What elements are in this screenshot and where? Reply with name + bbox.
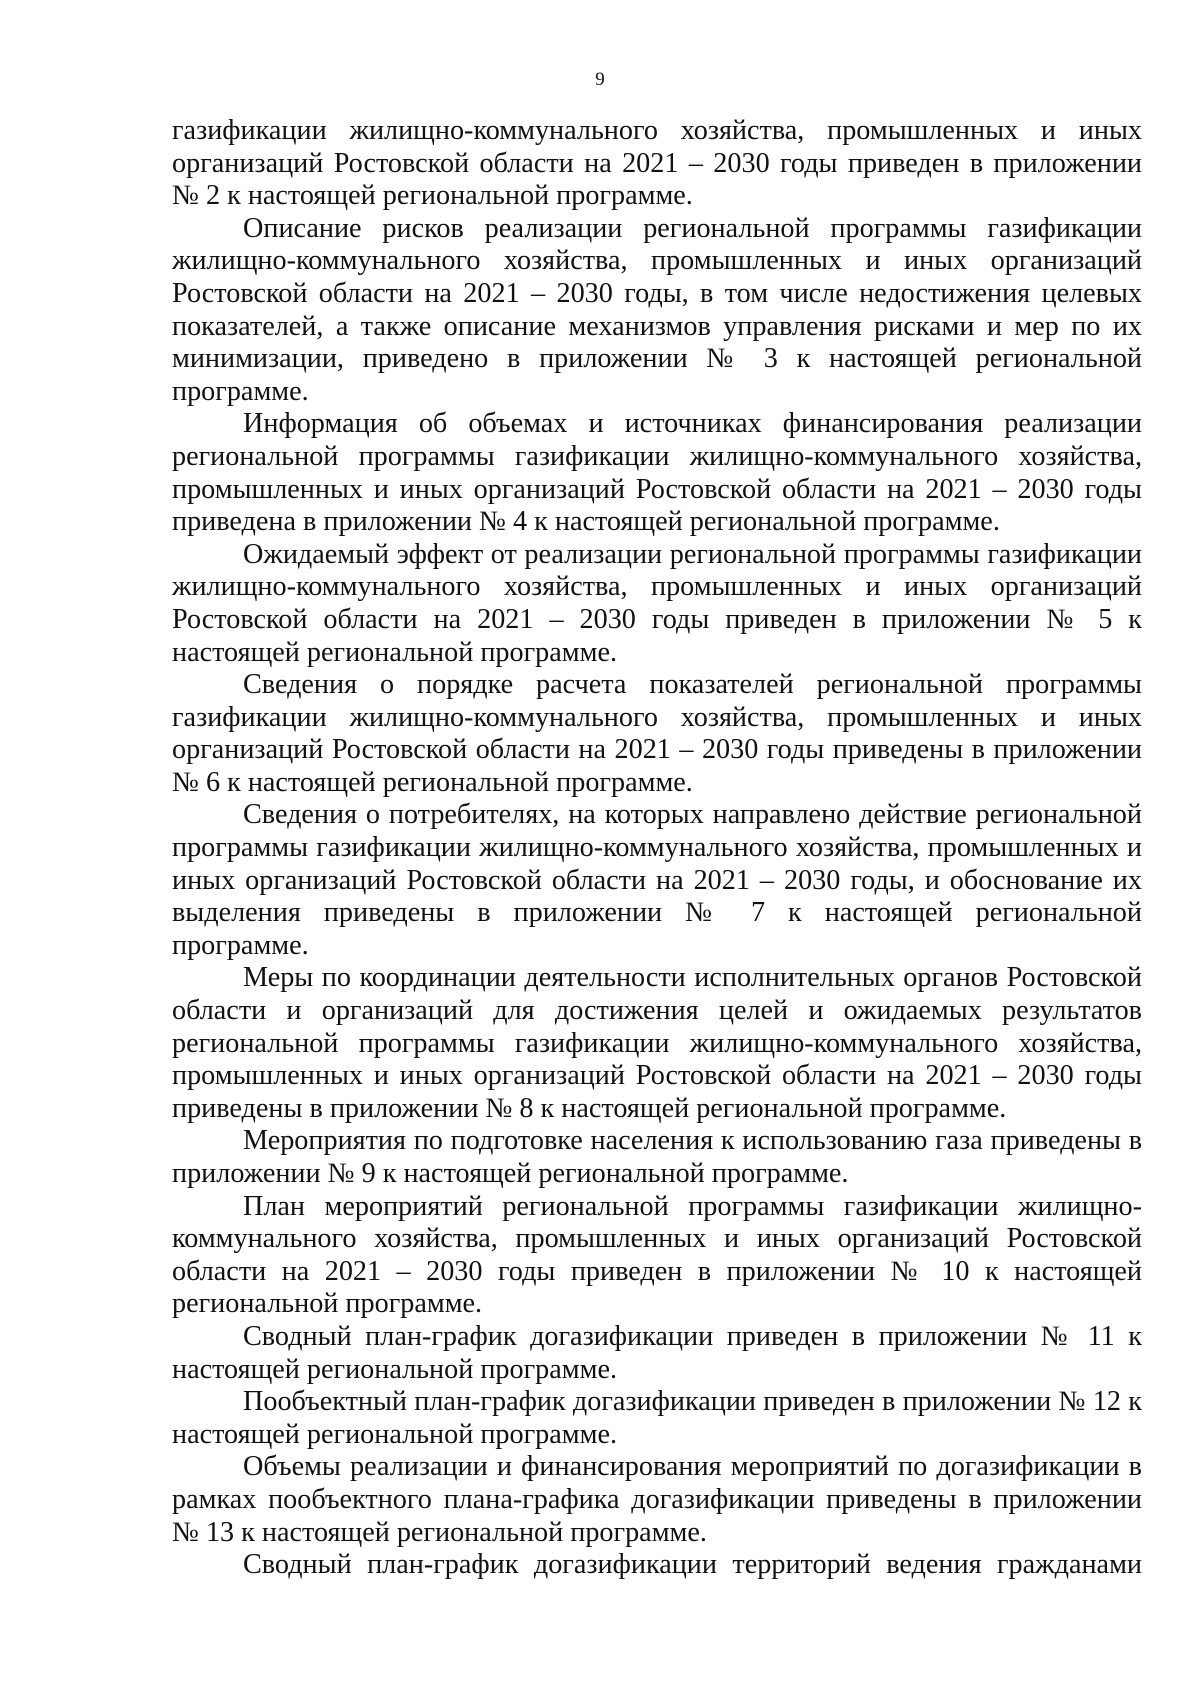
paragraph-financing: Информация об объемах и источниках финансирования реализации региональной программы газификации жилищно-коммунального хозяйства, промышленных и иных организаций Ростовской области на 2021 – 2030 годы приведена в приложении № 4 к настоящей региональной программе.: [172, 408, 1142, 538]
paragraph-indicator-calculation: Сведения о порядке расчета показателей региональной программы газификации жилищно-коммунального хозяйства, промышленных и иных организаций Ростовской области на 2021 – 2030 годы приведены в приложении № 6 к настоящей региональной программе.: [172, 669, 1142, 798]
paragraph-population-preparation: Мероприятия по подготовке населения к использованию газа приведены в приложении № 9 к настоящей региональной программе.: [172, 1125, 1142, 1189]
paragraph-expected-effect: Ожидаемый эффект от реализации региональной программы газификации жилищно-коммунального хозяйства, промышленных и иных организаций Ростовской области на 2021 – 2030 годы приведен в приложении № 5 к настоящей региональной программе.: [172, 538, 1142, 668]
paragraph-implementation-volumes: Объемы реализации и финансирования мероприятий по догазификации в рамках пообъектного плана-графика догазификации приведены в приложении № 13 к настоящей региональной программе.: [172, 1451, 1142, 1548]
paragraph-object-schedule: Пообъектный план-график догазификации приведен в приложении № 12 к настоящей региональной программе.: [172, 1386, 1142, 1450]
paragraph-action-plan: План мероприятий региональной программы газификации жилищно-коммунального хозяйства, промышленных и иных организаций Ростовской области на 2021 – 2030 годы приведен в приложении № 10 к настоящей региональной программе.: [172, 1190, 1142, 1320]
paragraph-coordination: Меры по координации деятельности исполнительных органов Ростовской области и организаций для достижения целей и ожидаемых результатов региональной программы газификации жилищно-коммунального хозяйства, промышленных и иных организаций Ростовской области на 2021 – 2030 годы приведены в приложении № 8 к настоящей региональной программе.: [172, 962, 1142, 1124]
page-number: 9: [595, 69, 605, 90]
body-text: [172, 115, 1142, 1582]
paragraph-consumers: Сведения о потребителях, на которых направлено действие региональной программы газификации жилищно-коммунального хозяйства, промышленных и иных организаций Ростовской области на 2021 – 2030 годы, и обоснование их выделения приведены в приложении № 7 к настоящей региональной программе.: [172, 799, 1142, 961]
paragraph-risks: Описание рисков реализации региональной программы газификации жилищно-коммунального хозяйства, промышленных и иных организаций Ростовской области на 2021 – 2030 годы, в том числе недостижения целевых показателей, а также описание механизмов управления рисками и мер по их минимизации, приведено в приложении № 3 к настоящей региональной программе.: [172, 212, 1142, 407]
paragraph-summary-schedule: Сводный план-график догазификации приведен в приложении № 11 к настоящей региональной программе.: [172, 1320, 1142, 1385]
paragraph-continuation: газификации жилищно-коммунального хозяйства, промышленных и иных организаций Ростовской области на 2021 – 2030 годы приведен в приложении № 2 к настоящей региональной программе.: [172, 115, 1142, 212]
paragraph-territories-schedule: Сводный план-график догазификации территорий ведения гражданами: [243, 1549, 1142, 1581]
